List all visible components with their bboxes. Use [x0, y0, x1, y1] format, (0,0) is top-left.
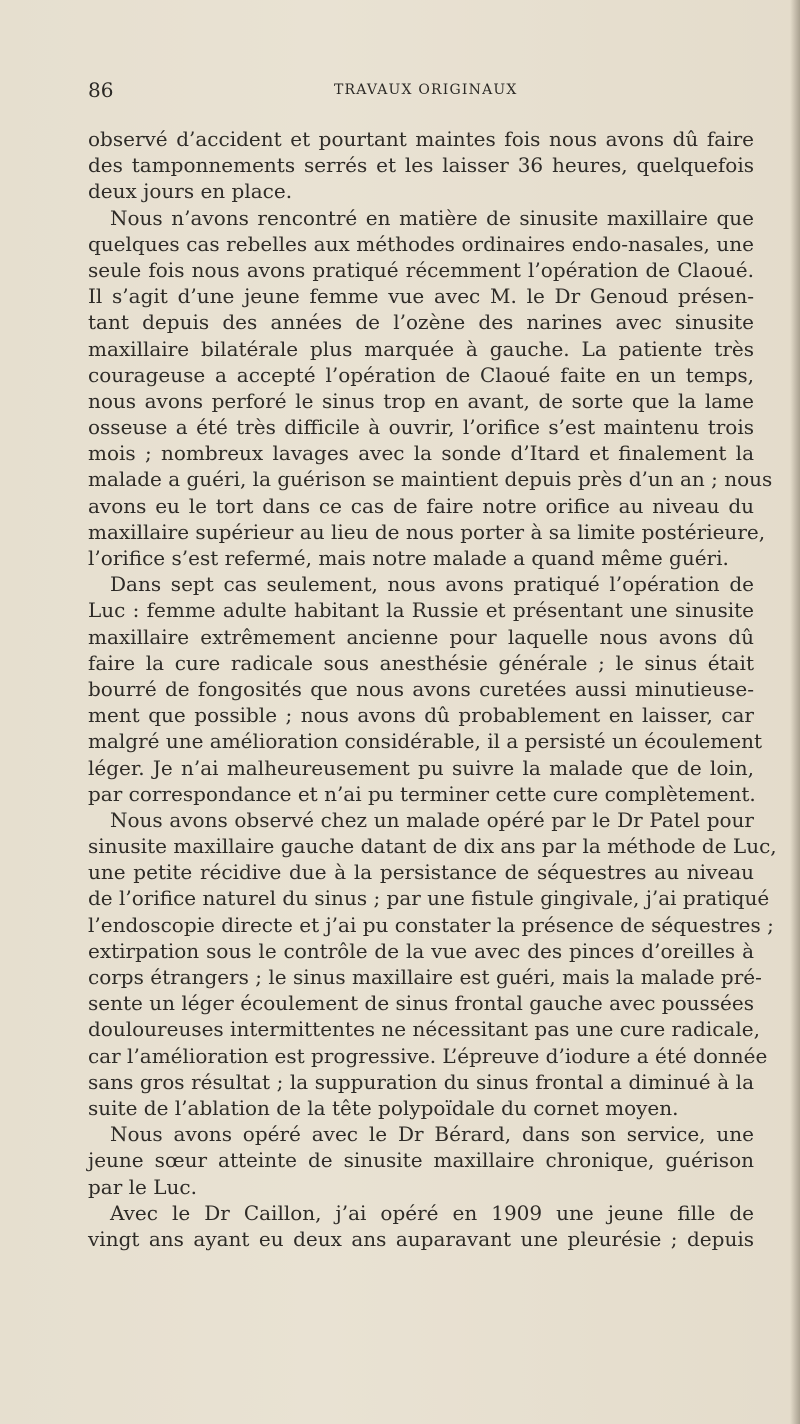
- text-line: tant depuis des années de l’ozène des narines avec sinusite: [88, 310, 754, 335]
- text-line: maxillaire bilatérale plus marquée à gauche. La patiente très: [88, 336, 754, 361]
- text-line: car l’amélioration est progressive. L’épreuve d’iodure a été donnée: [88, 1043, 768, 1068]
- text-line: sinusite maxillaire gauche datant de dix ans par la méthode de Luc,: [88, 834, 777, 859]
- text-line: Il s’agit d’une jeune femme vue avec M. le Dr Genoud présen-: [88, 284, 754, 309]
- running-title: TRAVAUX ORIGINAUX: [334, 82, 518, 98]
- text-line: corps étrangers ; le sinus maxillaire est guéri, mais la malade pré-: [88, 965, 762, 989]
- page-header: [88, 78, 760, 102]
- text-line: sans gros résultat ; la suppuration du sinus frontal a diminué à la: [88, 1069, 754, 1094]
- text-line: maxillaire extrêmement ancienne pour laquelle nous avons dû: [88, 624, 754, 649]
- text-line: sente un léger écoulement de sinus frontal gauche avec poussées: [88, 991, 754, 1016]
- text-line: malgré une amélioration considérable, il a persisté un écoulement: [88, 729, 763, 754]
- text-line: Avec le Dr Caillon, j’ai opéré en 1909 une jeune fille de: [110, 1200, 754, 1225]
- text-line: par correspondance et n’ai pu terminer cette cure complètement.: [88, 781, 756, 806]
- text-line: bourré de fongosités que nous avons curetées aussi minutieuse-: [88, 676, 754, 701]
- text-line: l’orifice s’est refermé, mais notre malade a quand même guéri.: [88, 546, 729, 570]
- text-line: observé d’accident et pourtant maintes fois nous avons dû faire: [88, 127, 754, 151]
- text-line: mois ; nombreux lavages avec la sonde d’Itard et finalement la: [88, 441, 754, 466]
- text-line: ment que possible ; nous avons dû probablement en laisser, car: [88, 703, 754, 728]
- page-edge-shadow: [790, 0, 800, 1424]
- text-line: osseuse a été très difficile à ouvrir, l’orifice s’est maintenu trois: [88, 415, 754, 440]
- text-line: jeune sœur atteinte de sinusite maxillaire chronique, guérison: [88, 1148, 754, 1173]
- text-line: suite de l’ablation de la tête polypoïdale du cornet moyen.: [88, 1095, 679, 1120]
- text-line: extirpation sous le contrôle de la vue avec des pinces d’oreilles à: [88, 938, 754, 963]
- text-line: de l’orifice naturel du sinus ; par une fistule gingivale, j’ai pratiqué: [88, 886, 770, 911]
- text-line: des tamponnements serrés et les laisser 36 heures, quelquefois: [88, 153, 754, 178]
- body-text: [88, 126, 777, 1252]
- text-line: Nous avons observé chez un malade opéré par le Dr Patel pour: [110, 807, 754, 832]
- text-line: Nous n’avons rencontré en matière de sinusite maxillaire que: [110, 205, 754, 230]
- text-line: courageuse a accepté l’opération de Claoué faite en un temps,: [88, 362, 754, 387]
- text-line: Nous avons opéré avec le Dr Bérard, dans son service, une: [110, 1122, 754, 1147]
- text-line: Dans sept cas seulement, nous avons pratiqué l’opération de: [110, 572, 754, 597]
- text-line: quelques cas rebelles aux méthodes ordinaires endo-nasales, une: [88, 231, 754, 256]
- text-line: deux jours en place.: [88, 179, 293, 204]
- text-line: faire la cure radicale sous anesthésie générale ; le sinus était: [88, 650, 754, 675]
- text-line: nous avons perforé le sinus trop en avant, de sorte que la lame: [88, 388, 754, 413]
- text-line: seule fois nous avons pratiqué récemment l’opération de Claoué.: [88, 257, 754, 282]
- text-line: par le Luc.: [88, 1174, 197, 1199]
- text-line: l’endoscopie directe et j’ai pu constater la présence de séquestres ;: [88, 912, 774, 937]
- page-number: 86: [88, 78, 114, 102]
- text-line: douloureuses intermittentes ne nécessitant pas une cure radicale,: [88, 1017, 760, 1042]
- text-line: maxillaire supérieur au lieu de nous porter à sa limite postérieure,: [88, 519, 766, 544]
- text-line: vingt ans ayant eu deux ans auparavant une pleurésie ; depuis: [88, 1226, 754, 1251]
- text-line: une petite récidive due à la persistance de séquestres au niveau: [88, 860, 754, 885]
- text-line: léger. Je n’ai malheureusement pu suivre la malade que de loin,: [88, 755, 754, 780]
- text-line: Luc : femme adulte habitant la Russie et présentant une sinusite: [88, 598, 754, 623]
- text-line: avons eu le tort dans ce cas de faire notre orifice au niveau du: [88, 493, 754, 518]
- text-line: malade a guéri, la guérison se maintient depuis près d’un an ; nous: [88, 467, 773, 492]
